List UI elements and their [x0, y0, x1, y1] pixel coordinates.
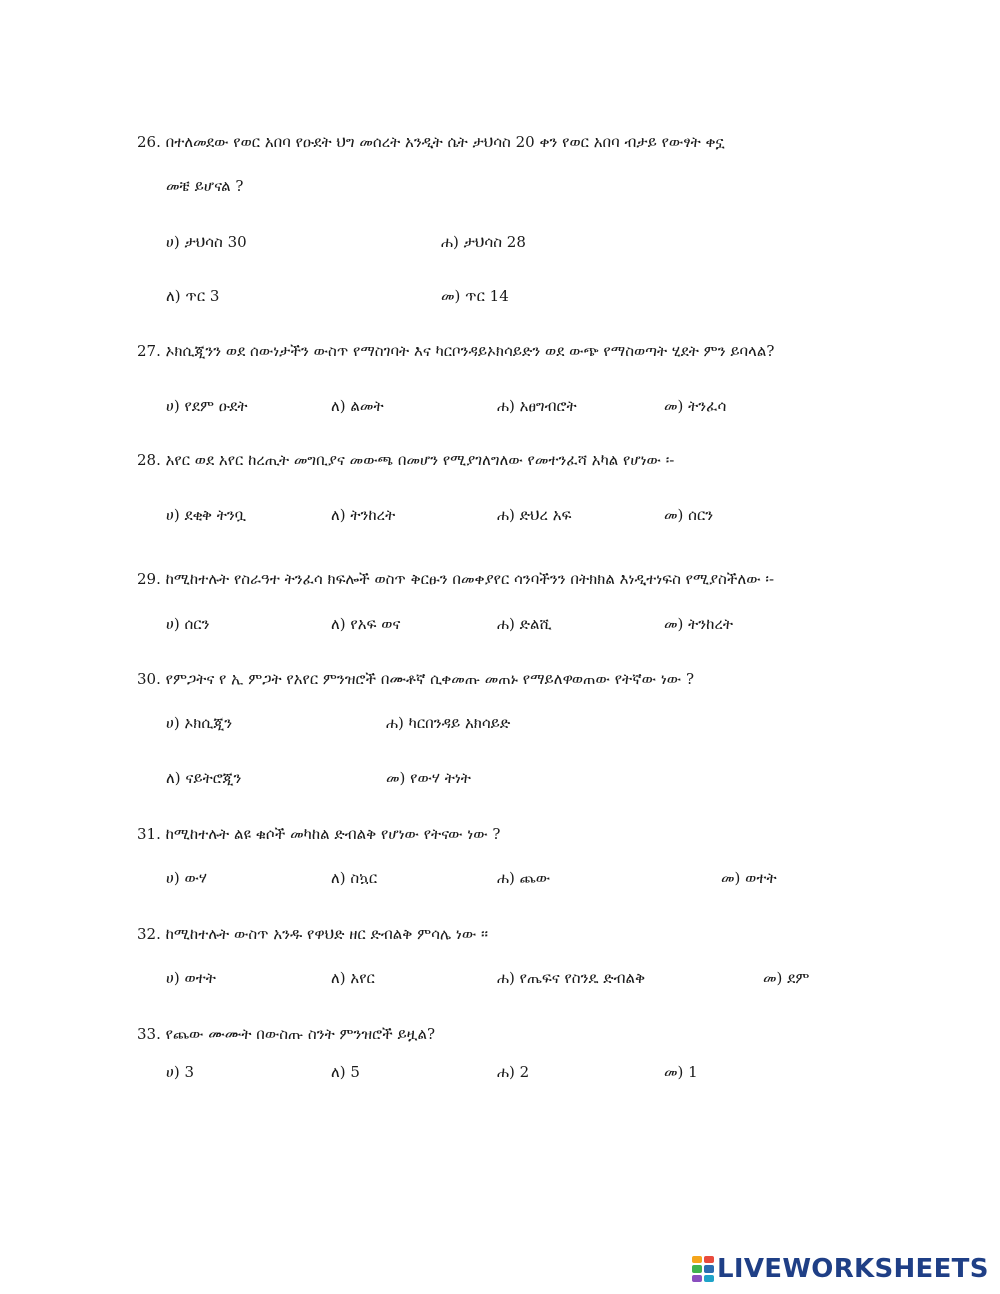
logo-tile-5 [692, 1275, 702, 1282]
question-33-option-d: መ) 1 [664, 1063, 698, 1081]
question-32-option-c: ሐ) የጤፍና የስንዴ ድብልቅ [497, 969, 646, 987]
question-33-option-c: ሐ) 2 [497, 1063, 530, 1081]
question-26-option-d: መ) ጥር 14 [441, 287, 509, 305]
question-27-option-c: ሐ) አፀግብሮት [497, 397, 577, 415]
question-33-option-b: ለ) 5 [331, 1063, 360, 1081]
question-29-text: 29. ከሚከተሉት የስራዓተ ትንፈሳ ክፍሎች ወስጥ ቅርፁን በመቀያየር ሳንባችንን በትክክል እነዲተነፍስ የሚያስችለው ፡- [137, 570, 775, 588]
question-27-option-b: ለ) ልመት [331, 397, 384, 415]
question-32-option-a: ሀ) ወተት [166, 969, 216, 987]
question-32-text: 32. ከሚከተሉት ውስጥ አንዱ የዋህድ ዘር ድብልቅ ምሳሌ ነው ፡፡ [137, 925, 489, 943]
question-32-option-d: መ) ደም [763, 969, 810, 987]
question-30-option-c: ሐ) ካርበንዳይ አክሳይድ [386, 714, 511, 732]
question-29-option-a: ሀ) ሰርን [166, 615, 210, 633]
question-26-option-c: ሐ) ታህሳስ 28 [441, 233, 526, 251]
logo-tile-2 [704, 1256, 714, 1263]
liveworksheets-grid-icon [692, 1256, 714, 1282]
question-30-option-d: መ) የውሃ ትነት [386, 769, 471, 787]
liveworksheets-wordmark: LIVEWORKSHEETS [717, 1254, 989, 1284]
logo-tile-3 [692, 1265, 702, 1272]
question-28-text: 28. አየር ወደ አየር ከረጢት መግቢያና መውጫ በመሆን የሚያገለግለው የመተንፈሻ አካል የሆነው ፡- [137, 451, 675, 469]
question-30-text: 30. የምጋትና የ ኢ ምጋት የአየር ምንዝሮች በሙቶኛ ሲቀመጡ መጠኑ የማይለዋወጠው የትኛው ነው ? [137, 670, 695, 688]
question-29-option-c: ሐ) ድልሺ [497, 615, 552, 633]
question-26-option-a: ሀ) ታህሳስ 30 [166, 233, 247, 251]
question-33-option-a: ሀ) 3 [166, 1063, 195, 1081]
question-28-option-a: ሀ) ደቂቅ ትንቧ [166, 506, 246, 524]
question-26-option-b: ለ) ጥር 3 [166, 287, 220, 305]
question-31-option-b: ለ) ስኳር [331, 869, 378, 887]
question-28-option-d: መ) ሰርን [664, 506, 714, 524]
question-28-option-c: ሐ) ድህረ አፍ [497, 506, 572, 524]
question-27-text: 27. ኦክሲጂንን ወደ ሰውነታችን ውስጥ የማስገባት እና ካርቦንዳይኦክሳይድን ወደ ውጭ የማስወጣት ሂደት ምን ይባላል? [137, 342, 775, 360]
question-30-option-b: ለ) ናይትሮጂን [166, 769, 242, 787]
logo-tile-6 [704, 1275, 714, 1282]
liveworksheets-logo[interactable] [692, 1252, 989, 1286]
question-33-text: 33. የጨው ሙሙት በውስጡ ስንት ምንዝሮች ይዟል? [137, 1025, 436, 1043]
question-29-option-b: ለ) የአፍ ወና [331, 615, 401, 633]
question-32-option-b: ለ) አየር [331, 969, 375, 987]
question-31-text: 31. ከሚከተሉት ልዩ ቁሶች መካከል ድብልቅ የሆነው የትናው ነው ? [137, 825, 501, 843]
logo-tile-4 [704, 1265, 714, 1272]
question-31-option-d: መ) ወተት [721, 869, 777, 887]
question-31-option-c: ሐ) ጨው [497, 869, 551, 887]
question-29-option-d: መ) ትንከረት [664, 615, 733, 633]
question-28-option-b: ለ) ትንከረት [331, 506, 396, 524]
question-27-option-a: ሀ) የደም ዑደት [166, 397, 248, 415]
question-26-continuation: መቼ ይሆናል ? [166, 177, 244, 195]
logo-tile-1 [692, 1256, 702, 1263]
question-27-option-d: መ) ትንፈሳ [664, 397, 727, 415]
question-31-option-a: ሀ) ውሃ [166, 869, 207, 887]
question-30-option-a: ሀ) ኦክሲጂን [166, 714, 233, 732]
question-26-text: 26. በተለመደው የወር አበባ የዑደት ህግ መሰረት አንዲት ሴት ታህሳስ 20 ቀን የወር አበባ ብታይ የውፃት ቀኗ [137, 133, 725, 151]
